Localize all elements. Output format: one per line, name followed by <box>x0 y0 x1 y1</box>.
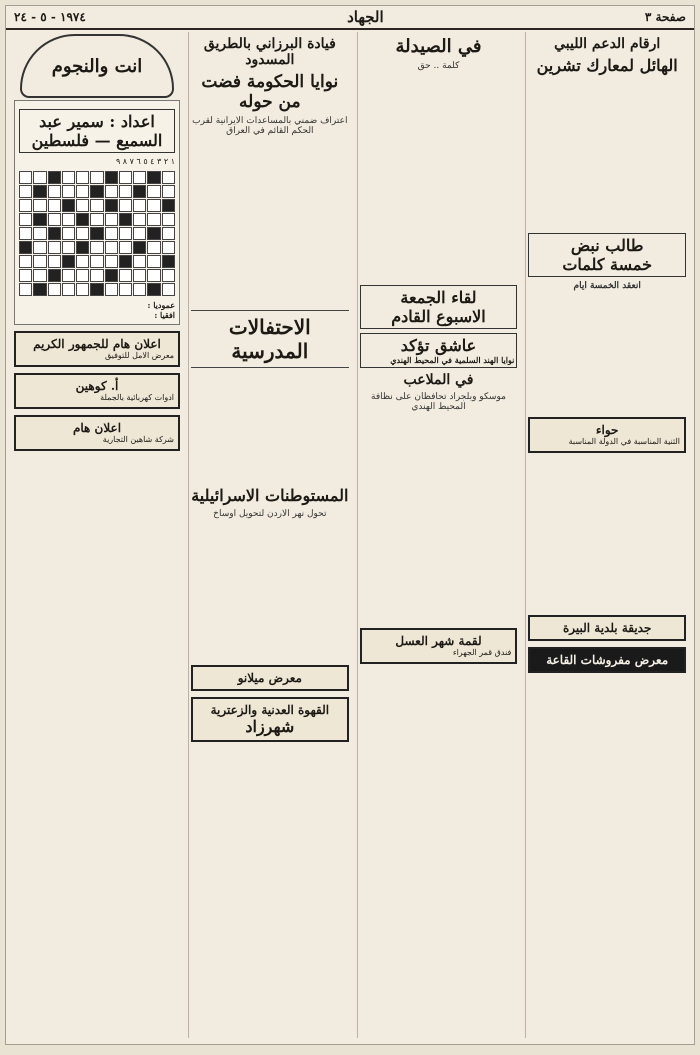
newspaper-page <box>5 5 695 1045</box>
pharmacy-subtitle: كلمة .. حق <box>417 61 460 71</box>
cohen-text: ادوات كهربائية بالجملة <box>100 393 174 402</box>
hawaa-title: حواء <box>595 423 619 437</box>
column-2-title: نوايا الحكومة فضت من حوله <box>201 72 339 112</box>
crossword-numbers: ١ ٢ ٣ ٤ ٥ ٦ ٧ ٨ ٩ <box>115 157 175 166</box>
column-3 <box>357 32 520 1038</box>
settlements-subtitle: تحول نهر الاردن لتحويل اوساخ <box>213 509 327 519</box>
furniture-title: معرض مفروشات القاعة <box>546 653 669 667</box>
public-notice-ad <box>14 331 180 367</box>
cohen-title: أ. كوهين <box>75 379 119 393</box>
hawaa-subtitle: الثنية المناسبة في الدولة المناسبة <box>568 437 680 446</box>
masthead <box>6 6 694 30</box>
shaheen-title: اعلان هام <box>72 421 122 435</box>
cohen-ad <box>14 373 180 409</box>
pharmacy-title: في الصيدلة <box>395 36 482 57</box>
column-2-subtitle: اعتراف ضمني بالمساعدات الايرانية لقرب الحكم القائم في العراق <box>192 116 348 136</box>
column-3-lower-space <box>360 412 518 622</box>
coffee-brand: شهرزاد <box>245 717 295 736</box>
column-3-body-space <box>360 71 518 281</box>
column-4-body-space <box>528 79 686 229</box>
milano-ad <box>191 665 349 691</box>
public-notice-text: معرض الامل للتوفيق <box>105 351 174 360</box>
sports-section-title: في الملاعب <box>403 372 474 388</box>
crossword-grid <box>19 171 175 296</box>
pulse-box <box>528 233 686 277</box>
libya-title: الهائل لمعارك تشرين <box>536 56 678 75</box>
public-notice-title: اعلان هام للجمهور الكريم <box>33 337 161 351</box>
pulse-title: طالب نبض <box>570 236 644 255</box>
sports-section-subtitle: موسكو وبلجراد تحافظان على نظافة المحيط الهندي <box>371 392 506 412</box>
school-celebrations-title: الاحتفالات المدرسية <box>191 310 349 368</box>
india-title: عاشق تؤكد <box>400 336 477 355</box>
settlements-title: المستوطنات الاسرائيلية <box>191 486 349 505</box>
column-4-mid-space <box>528 291 686 411</box>
bireh-ad <box>528 615 686 641</box>
india-subtitle: نوايا الهند السلمية في المحيط الهندي <box>390 355 515 365</box>
honeymoon-text: فندق قمر الجهراء <box>452 648 512 657</box>
india-box <box>360 333 518 368</box>
honeymoon-title: لقمة شهر العسل <box>395 634 482 648</box>
crossword-horizontal-label: افقيا : <box>154 310 175 320</box>
column-4 <box>525 32 688 1038</box>
coffee-ad <box>191 697 349 742</box>
masthead-title: الجهاد <box>347 8 384 26</box>
crossword-vertical-label: عموديا : <box>147 300 175 310</box>
column-1 <box>12 32 182 1038</box>
five-days-title: انعقد الخمسة ايام <box>573 281 641 291</box>
libya-header: ارقام الدعم الليبي <box>554 36 661 52</box>
column-2-body-space <box>191 136 349 306</box>
crossword-block <box>14 100 180 325</box>
friday-meeting-title: لقاء الجمعة <box>400 288 477 307</box>
column-2 <box>188 32 351 1038</box>
pulse-subtitle: خمسة كلمات <box>562 255 652 274</box>
column-4-lower-space <box>528 459 686 609</box>
shaheen-ad <box>14 415 180 451</box>
furniture-ad <box>528 647 686 673</box>
coffee-title: القهوة العدنية والزعترية <box>210 703 330 717</box>
masthead-page-number: صفحة ٣ <box>644 10 686 24</box>
content-grid <box>12 32 688 1038</box>
friday-meeting-box <box>360 285 518 329</box>
column-2-lower-space <box>191 519 349 659</box>
stars-logo: انت والنجوم <box>20 34 174 98</box>
column-2-mid-space <box>191 372 349 482</box>
bireh-title: جديقة بلدية البيرة <box>562 621 652 635</box>
hawaa-ad <box>528 417 686 453</box>
column-2-header: فيادة البرزاني بالطريق المسدود <box>203 36 336 68</box>
masthead-left-date: ١٩٧٤ - ٥ - ٢٤ <box>14 10 86 24</box>
honeymoon-ad <box>360 628 518 664</box>
milano-title: معرض ميلانو <box>237 671 302 685</box>
friday-meeting-subtitle: الاسبوع القادم <box>391 307 486 326</box>
shaheen-text: شركة شاهين التجارية <box>102 435 174 444</box>
crossword-title: اعداد : سمير عبد السميع — فلسطين <box>19 109 175 153</box>
